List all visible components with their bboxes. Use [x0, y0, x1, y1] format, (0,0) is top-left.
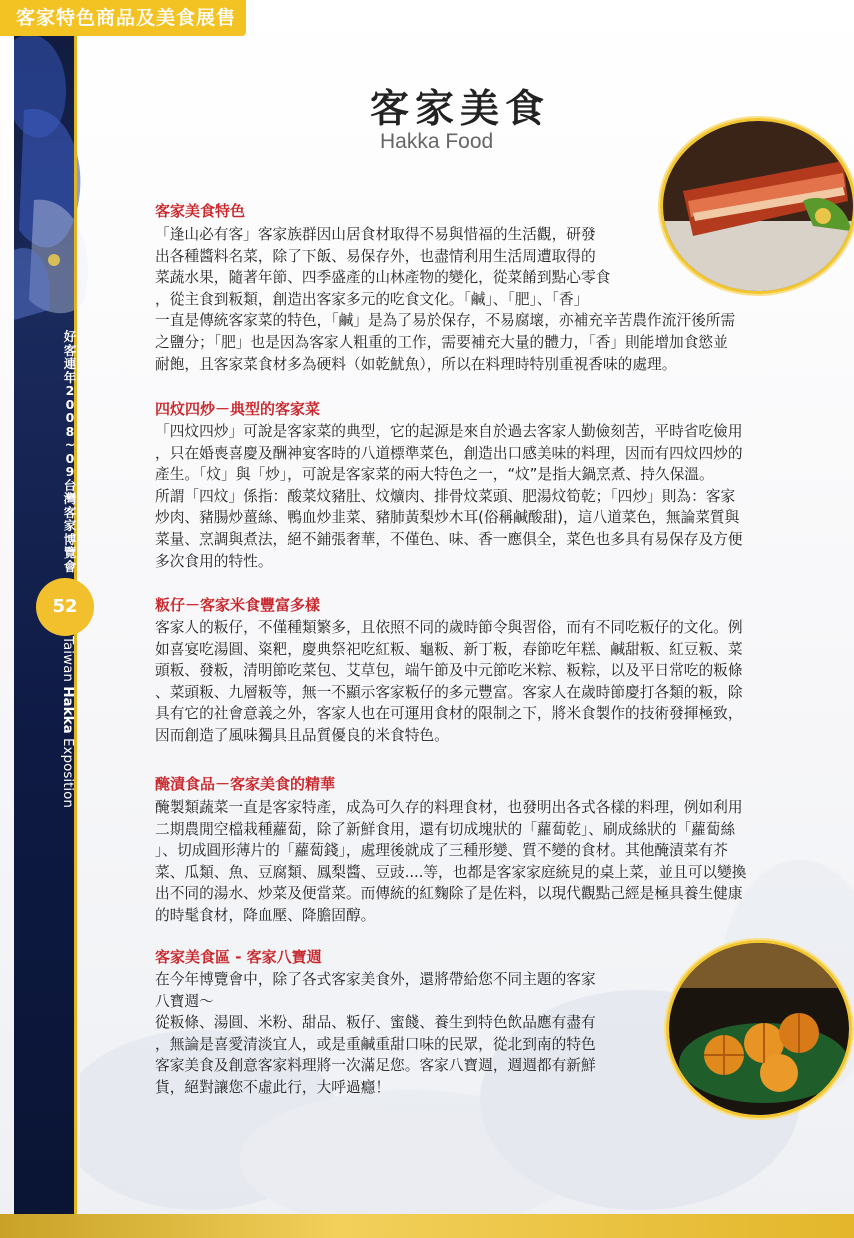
- body-line: 出不同的湯水、炒菜及便當菜。而傳統的紅麴除了是佐料，以現代觀點己經是極具養生健康: [155, 885, 743, 903]
- section-body: [155, 421, 819, 572]
- body-line: 」、切成圓形薄片的「蘿蔔錢」，處理後就成了三種形變、質不變的食材。其他醃漬菜有芥: [155, 842, 728, 860]
- body-line: 、菜頭粄、九層粄等，無一不顯示客家粄仔的多元豐富。客家人在歲時節慶打各類的粄，除: [155, 683, 743, 701]
- body-line: 「逢山必有客」客家族群因山居食材取得不易與惜福的生活觀，研發: [155, 226, 596, 243]
- body-line: 之鹽分；「肥」也是因為客家人粗重的工作，需要補充大量的體力，「香」則能增加食慾並: [155, 333, 728, 351]
- body-line: 醃製類蔬菜一直是客家特產，成為可久存的料理食材，也發明出各式各樣的料理，例如利用: [155, 799, 743, 816]
- body-line: 出各種醬料名菜，除了下飯、易保存外，也盡情利用生活周遭取得的: [155, 247, 596, 265]
- body-line: 因而創造了風味獨具且品質優良的米食特色。: [155, 726, 449, 744]
- body-line: 菜蔬水果，隨著年節、四季盛產的山林產物的變化，從菜餚到點心零食: [155, 269, 611, 287]
- lily-flower-art: [14, 0, 104, 330]
- body-line: 多次食用的特性。: [155, 552, 273, 570]
- section-title: 粄仔－客家米食豐富多樣: [155, 596, 321, 614]
- section-body: [155, 617, 819, 747]
- body-line: ，無論是喜愛清淡宜人，或是重鹹重甜口味的民眾，從北到南的特色: [155, 1035, 596, 1053]
- expo-en-part: Exposition: [60, 733, 76, 808]
- expo-english-title: [60, 636, 76, 816]
- section-body: [155, 797, 819, 927]
- body-line: 炒肉、豬腸炒薑絲、鴨血炒韭菜、豬肺黃梨炒木耳(俗稱鹹酸甜)，這八道菜色，無論菜質與: [155, 509, 740, 527]
- body-line: 頭粄、發粄，清明節吃菜包、艾草包，端午節及中元節吃米粽、粄粽，以及平日常吃的粄條: [155, 662, 743, 680]
- section-header-tab: 客家特色商品及美食展售: [0, 0, 246, 36]
- body-line: 耐飽，且客家菜食材多為硬料（如乾魷魚），所以在料理時特別重視香味的處理。: [155, 355, 677, 373]
- hakka-dessert-photo: [666, 940, 852, 1118]
- body-line: 如喜宴吃湯圓、粢粑，慶典祭祀吃紅粄、龜粄、新丁粄，春節吃年糕、鹹甜粄、紅豆粄、菜: [155, 640, 743, 658]
- body-line: 在今年博覽會中，除了各式客家美食外，還將帶給您不同主題的客家: [155, 971, 596, 988]
- section-title: 客家美食特色: [155, 202, 246, 220]
- page-title: 客家美食: [370, 87, 551, 132]
- body-line: 八寶週～: [155, 992, 214, 1010]
- body-line: 具有它的社會意義之外，客家人也在可運用食材的限制之下，將米食製作的技術發揮極致，: [155, 705, 743, 723]
- body-line: 貨，絕對讓您不虛此行，大呼過癮！: [155, 1078, 391, 1096]
- body-line: 二期農閒空檔栽種蘿蔔，除了新鮮食用，還有切成塊狀的「蘿蔔乾」、刷成絲狀的「蘿蔔絲: [155, 820, 736, 838]
- body-line: 菜、瓜類、魚、豆腐類、鳳梨醬、豆豉....等，也都是客家家庭統見的桌上菜，並且可以變換: [155, 863, 747, 881]
- body-line: 的時髦食材，降血壓、降膽固醇。: [155, 906, 376, 924]
- section-body: [155, 224, 819, 375]
- body-line: ，從主食到粄類，創造出客家多元的吃食文化。「鹹」、「肥」、「香」: [155, 290, 589, 308]
- body-line: ，只在婚喪喜慶及酬神宴客時的八道標準菜色，創造出口感美味的料理，因而有四炆四炒的: [155, 444, 743, 462]
- expo-en-hakka: Hakka: [60, 686, 76, 734]
- body-line: 「四炆四炒」可說是客家菜的典型，它的起源是來自於過去客家人勤儉刻苦，平時省吃儉用: [155, 423, 743, 440]
- body-line: 一直是傳統客家菜的特色，「鹹」是為了易於保存，不易腐壞，亦補充辛苦農作流汗後所需: [155, 312, 736, 330]
- page-subtitle: Hakka Food: [380, 130, 494, 153]
- section-title: 四炆四炒－典型的客家菜: [155, 400, 321, 418]
- body-line: 菜量、烹調與煮法，絕不鋪張奢華，不僅色、味、香一應俱全，菜色也多具有易保存及方便: [155, 530, 743, 548]
- body-line: 客家人的粄仔，不僅種類繁多，且依照不同的歲時節令與習俗，而有不同吃粄仔的文化。例: [155, 619, 743, 636]
- body-line: 所謂「四炆」係指：酸菜炆豬肚、炆爌肉、排骨炆菜頭、肥湯炆筍乾；「四炒」則為：客家: [155, 487, 736, 505]
- section-title: 客家美食區 - 客家八寶週: [155, 948, 322, 966]
- section-body: [155, 969, 665, 1099]
- expo-vertical-title: 好客連年2008~09台灣客家博覽會: [63, 329, 77, 574]
- expo-en-part: Taiwan: [60, 636, 76, 687]
- body-line: 從粄條、湯圓、米粉、甜品、粄仔、蜜餞、養生到特色飲品應有盡有: [155, 1014, 596, 1032]
- body-line: 客家美食及創意客家料理將一次滿足您。客家八寶週，週週都有新鮮: [155, 1057, 596, 1075]
- bottom-gold-band: [0, 1214, 854, 1238]
- section-title: 醃漬食品－客家美食的精華: [155, 775, 336, 793]
- page-number: 52: [36, 578, 94, 636]
- body-line: 產生。「炆」與「炒」，可說是客家菜的兩大特色之一，“炆”是指大鍋烹煮、持久保溫。: [155, 466, 714, 484]
